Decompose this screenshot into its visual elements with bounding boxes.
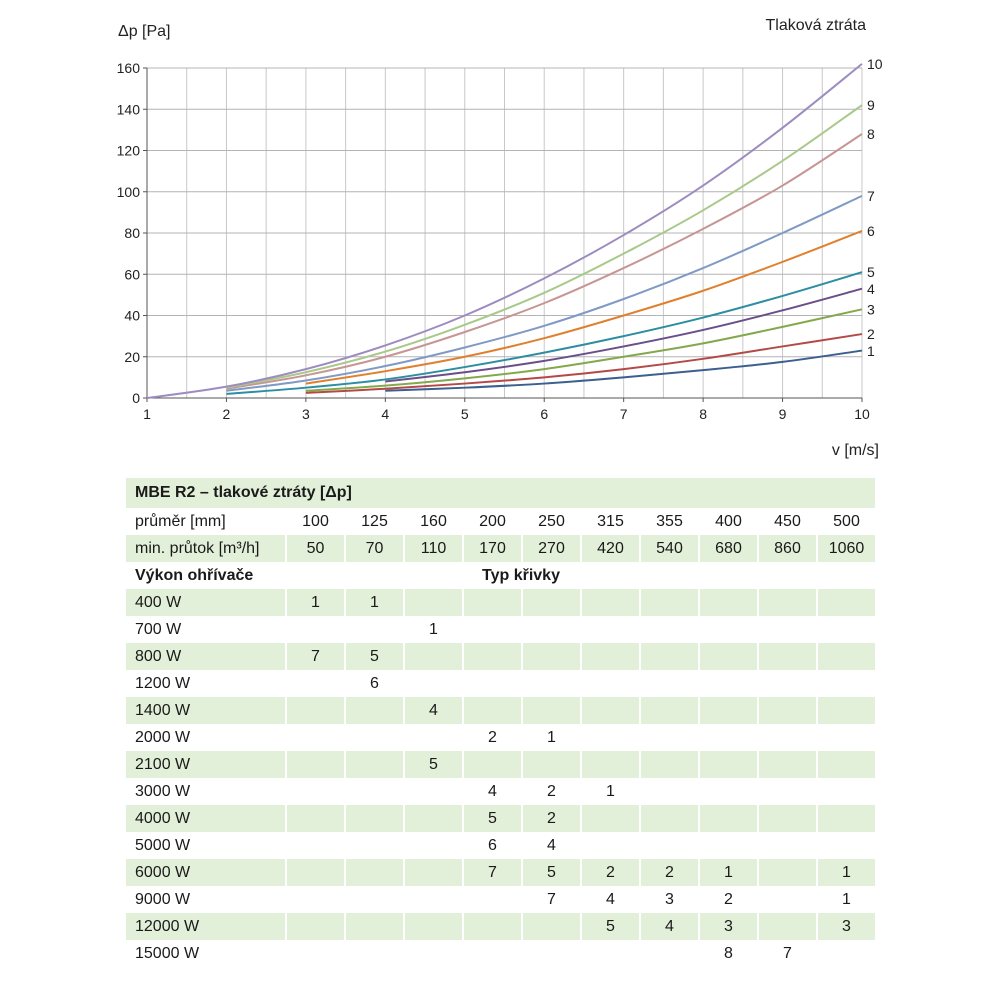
heater-row <box>126 886 875 913</box>
series-label-1: 1 <box>867 343 875 360</box>
heater-row <box>126 697 875 724</box>
x-tick-label: 6 <box>540 406 549 422</box>
curve-type-cell: 2 <box>523 805 580 832</box>
curve-type-cell <box>818 589 875 616</box>
x-tick-label: 10 <box>854 406 870 422</box>
curve-type-cell <box>346 616 403 643</box>
curve-type-cell <box>287 778 344 805</box>
curve-type-cell <box>405 832 462 859</box>
curve-type-cell <box>759 832 816 859</box>
y-tick-label: 140 <box>116 101 140 118</box>
curve-type-cell: 2 <box>582 859 639 886</box>
curve-type-cell: 2 <box>641 859 698 886</box>
series-label-6: 6 <box>867 222 875 239</box>
diameter-value: 160 <box>420 512 447 530</box>
curve-type-cell <box>818 616 875 643</box>
heater-power: 1200 W <box>135 674 191 692</box>
heater-power: 4000 W <box>126 805 285 832</box>
curve-type-cell <box>641 670 698 697</box>
heater-power: 2000 W <box>135 728 191 746</box>
curve-type-cell <box>759 913 816 940</box>
heater-power: 1400 W <box>126 697 285 724</box>
curve-type-cell <box>582 589 639 616</box>
heater-row <box>126 913 875 940</box>
flow-value: 1060 <box>818 535 875 562</box>
x-tick-label: 1 <box>143 406 151 422</box>
curve-type-cell <box>287 859 344 886</box>
curve-type-cell <box>641 697 698 724</box>
heater-row <box>126 724 875 751</box>
curve-type-cell <box>818 751 875 778</box>
pressure-loss-chart <box>0 0 1000 470</box>
flow-label: min. průtok [m³/h] <box>126 535 285 562</box>
flow-value: 420 <box>582 535 639 562</box>
curve-type-cell: 7 <box>464 859 521 886</box>
curve-type-cell <box>464 643 521 670</box>
diameter-value: 250 <box>538 512 565 530</box>
curve-type-cell <box>582 940 639 967</box>
curve-type-cell <box>759 886 816 913</box>
heater-power: 9000 W <box>135 890 191 908</box>
curve-type-cell <box>346 859 403 886</box>
curve-type-cell <box>464 697 521 724</box>
empty-cell <box>641 562 698 589</box>
curve-type-cell <box>523 751 580 778</box>
heater-row <box>126 751 875 778</box>
heater-row <box>126 940 875 967</box>
curve-type-cell <box>700 832 757 859</box>
curve-type-cell: 4 <box>606 890 615 908</box>
curve-type-cell <box>523 616 580 643</box>
curve-type-cell <box>818 724 875 751</box>
x-tick-label: 8 <box>699 406 708 422</box>
curve-type-cell <box>641 778 698 805</box>
curve-type-cell <box>700 805 757 832</box>
diameter-value: 200 <box>479 512 506 530</box>
heater-power: 800 W <box>126 643 285 670</box>
curve-type-cell: 1 <box>842 890 851 908</box>
curve-type-cell <box>641 832 698 859</box>
curve-type-cell: 5 <box>523 859 580 886</box>
curve-type-cell: 3 <box>818 913 875 940</box>
curve-type-cell <box>287 832 344 859</box>
flow-value: 680 <box>700 535 757 562</box>
y-tick-label: 0 <box>132 390 140 406</box>
heater-power: 12000 W <box>126 913 285 940</box>
y-tick-label: 160 <box>116 60 140 76</box>
empty-cell <box>759 562 816 589</box>
curve-type-cell <box>818 670 875 697</box>
diameter-value: 500 <box>833 512 860 530</box>
curve-type-cell: 4 <box>641 913 698 940</box>
curve-type-cell <box>346 751 403 778</box>
curve-type-cell <box>759 751 816 778</box>
curve-header: Typ křivky <box>482 566 560 584</box>
y-tick-label: 80 <box>124 225 140 241</box>
curve-type-cell <box>405 589 462 616</box>
curve-type-cell <box>641 724 698 751</box>
curve-type-cell <box>464 886 521 913</box>
chart-title: Tlaková ztráta <box>765 17 866 34</box>
flow-value: 70 <box>346 535 403 562</box>
curve-type-cell: 4 <box>488 782 497 800</box>
curve-type-cell <box>346 886 403 913</box>
curve-type-cell <box>700 616 757 643</box>
diameter-value: 400 <box>715 512 742 530</box>
heater-power: 5000 W <box>135 836 191 854</box>
curve-type-cell <box>759 616 816 643</box>
curve-type-cell <box>287 670 344 697</box>
curve-type-cell: 4 <box>405 697 462 724</box>
curve-type-cell: 1 <box>606 782 615 800</box>
diameter-value: 450 <box>774 512 801 530</box>
curve-type-cell <box>641 751 698 778</box>
series-label-10: 10 <box>867 55 883 72</box>
curve-type-cell <box>464 913 521 940</box>
empty-cell <box>700 562 757 589</box>
curve-type-cell <box>405 805 462 832</box>
curve-type-cell <box>523 940 580 967</box>
curve-type-cell: 8 <box>724 944 733 962</box>
series-label-4: 4 <box>867 281 875 298</box>
curve-type-cell: 6 <box>488 836 497 854</box>
table-title-row <box>126 478 875 508</box>
curve-type-cell <box>582 616 639 643</box>
y-tick-label: 40 <box>124 307 140 324</box>
curve-type-cell <box>818 643 875 670</box>
heater-power: 15000 W <box>135 944 200 962</box>
y-axis-label: Δp [Pa] <box>118 23 171 40</box>
series-label-5: 5 <box>867 264 875 281</box>
curve-type-cell <box>523 697 580 724</box>
curve-type-cell <box>405 643 462 670</box>
curve-type-cell <box>405 670 462 697</box>
curve-type-cell: 1 <box>287 589 344 616</box>
curve-type-cell <box>759 643 816 670</box>
flow-value: 270 <box>523 535 580 562</box>
heater-row <box>126 778 875 805</box>
curve-type-cell <box>818 697 875 724</box>
curve-type-cell <box>582 643 639 670</box>
curve-type-cell <box>523 913 580 940</box>
heater-row <box>126 805 875 832</box>
curve-type-cell: 5 <box>582 913 639 940</box>
curve-type-cell <box>759 589 816 616</box>
curve-type-cell <box>582 670 639 697</box>
curve-type-cell: 1 <box>547 728 556 746</box>
curve-type-cell: 1 <box>429 620 438 638</box>
x-tick-label: 5 <box>460 406 469 422</box>
y-tick-label: 120 <box>116 142 140 159</box>
flow-value: 110 <box>405 535 462 562</box>
x-tick-label: 4 <box>381 406 390 422</box>
heater-power: 2100 W <box>126 751 285 778</box>
curve-type-cell <box>818 805 875 832</box>
heater-row <box>126 670 875 697</box>
x-axis-label: v [m/s] <box>831 442 879 459</box>
curve-type-cell <box>700 589 757 616</box>
flow-value: 170 <box>464 535 521 562</box>
curve-type-cell <box>818 940 875 967</box>
curve-type-cell <box>582 805 639 832</box>
curve-type-cell <box>405 778 462 805</box>
curve-type-cell <box>759 724 816 751</box>
y-tick-label: 20 <box>124 348 140 365</box>
heater-row <box>126 859 875 886</box>
curve-type-cell <box>464 940 521 967</box>
x-tick-label: 2 <box>222 406 231 422</box>
series-label-8: 8 <box>867 126 875 142</box>
curve-type-cell <box>818 832 875 859</box>
curve-type-cell <box>700 697 757 724</box>
curve-type-cell <box>641 805 698 832</box>
curve-type-cell: 3 <box>665 890 674 908</box>
curve-type-cell <box>818 778 875 805</box>
heater-power: 3000 W <box>135 782 191 800</box>
curve-type-cell <box>405 724 462 751</box>
x-tick-label: 3 <box>301 406 310 422</box>
curve-type-cell: 6 <box>370 674 379 692</box>
diameter-value: 315 <box>597 512 624 530</box>
curve-type-cell <box>641 940 698 967</box>
curve-type-cell <box>523 670 580 697</box>
curve-type-cell: 1 <box>818 859 875 886</box>
curve-type-cell <box>287 940 344 967</box>
series-label-3: 3 <box>867 301 875 318</box>
y-tick-label: 100 <box>116 183 140 200</box>
curve-type-cell <box>582 832 639 859</box>
curve-type-cell <box>641 616 698 643</box>
curve-type-cell <box>523 643 580 670</box>
curve-type-cell: 3 <box>700 913 757 940</box>
heater-power: 700 W <box>135 620 182 638</box>
flow-value: 860 <box>759 535 816 562</box>
curve-type-cell: 2 <box>724 890 733 908</box>
curve-type-cell: 2 <box>488 728 497 746</box>
curve-type-cell <box>582 697 639 724</box>
curve-type-cell <box>759 778 816 805</box>
curve-type-cell <box>464 751 521 778</box>
heater-curve-table <box>124 478 877 967</box>
curve-type-cell: 1 <box>346 589 403 616</box>
curve-type-cell <box>346 805 403 832</box>
empty-cell <box>346 562 403 589</box>
curve-type-cell: 2 <box>547 782 556 800</box>
heater-power: 400 W <box>126 589 285 616</box>
heater-power: 6000 W <box>126 859 285 886</box>
diameter-value: 125 <box>361 512 388 530</box>
curve-type-cell <box>346 940 403 967</box>
curve-type-cell <box>287 805 344 832</box>
curve-type-cell <box>346 697 403 724</box>
flow-row <box>126 535 875 562</box>
curve-type-cell <box>523 589 580 616</box>
curve-type-cell <box>405 886 462 913</box>
heater-row <box>126 589 875 616</box>
empty-cell <box>405 562 462 589</box>
heater-row <box>126 643 875 670</box>
y-tick-label: 60 <box>124 266 140 283</box>
x-tick-label: 7 <box>619 406 628 422</box>
heater-row <box>126 616 875 643</box>
curve-type-cell <box>700 778 757 805</box>
diameter-label: průměr [mm] <box>135 512 226 530</box>
diameter-value: 355 <box>656 512 683 530</box>
curve-type-cell: 5 <box>464 805 521 832</box>
curve-type-cell: 7 <box>547 890 556 908</box>
curve-type-cell <box>582 751 639 778</box>
curve-type-cell: 5 <box>346 643 403 670</box>
curve-type-cell: 7 <box>783 944 792 962</box>
curve-type-cell <box>464 589 521 616</box>
x-tick-label: 9 <box>778 406 787 422</box>
curve-type-cell <box>287 886 344 913</box>
flow-value: 50 <box>287 535 344 562</box>
curve-type-cell <box>759 697 816 724</box>
section-header-row <box>126 562 875 589</box>
curve-type-cell <box>287 697 344 724</box>
curve-type-cell <box>464 616 521 643</box>
curve-type-cell: 7 <box>287 643 344 670</box>
power-header: Výkon ohřívače <box>135 566 254 584</box>
curve-type-cell <box>346 778 403 805</box>
curve-type-cell <box>464 670 521 697</box>
curve-type-cell <box>700 670 757 697</box>
curve-type-cell <box>287 724 344 751</box>
curve-type-cell <box>346 832 403 859</box>
curve-type-cell <box>287 616 344 643</box>
series-label-9: 9 <box>867 97 875 114</box>
curve-type-cell <box>346 724 403 751</box>
curve-type-cell: 1 <box>700 859 757 886</box>
curve-type-cell <box>405 913 462 940</box>
empty-cell <box>287 562 344 589</box>
curve-type-cell <box>641 589 698 616</box>
curve-type-cell <box>287 913 344 940</box>
curve-type-cell <box>346 913 403 940</box>
series-label-2: 2 <box>867 326 875 343</box>
curve-type-cell <box>759 859 816 886</box>
curve-type-cell <box>287 751 344 778</box>
curve-type-cell <box>641 643 698 670</box>
diameter-row <box>126 508 875 535</box>
curve-type-cell <box>405 859 462 886</box>
curve-type-cell <box>582 724 639 751</box>
curve-type-cell: 5 <box>405 751 462 778</box>
diameter-value: 100 <box>302 512 329 530</box>
flow-value: 540 <box>641 535 698 562</box>
curve-type-cell <box>700 643 757 670</box>
series-label-7: 7 <box>867 187 875 204</box>
curve-type-cell: 4 <box>547 836 556 854</box>
empty-cell <box>818 562 875 589</box>
curve-type-cell <box>759 805 816 832</box>
curve-type-cell <box>759 670 816 697</box>
table-title: MBE R2 – tlakové ztráty [Δp] <box>126 478 875 508</box>
curve-type-cell <box>700 724 757 751</box>
curve-type-cell <box>700 751 757 778</box>
heater-row <box>126 832 875 859</box>
curve-type-cell <box>405 940 462 967</box>
